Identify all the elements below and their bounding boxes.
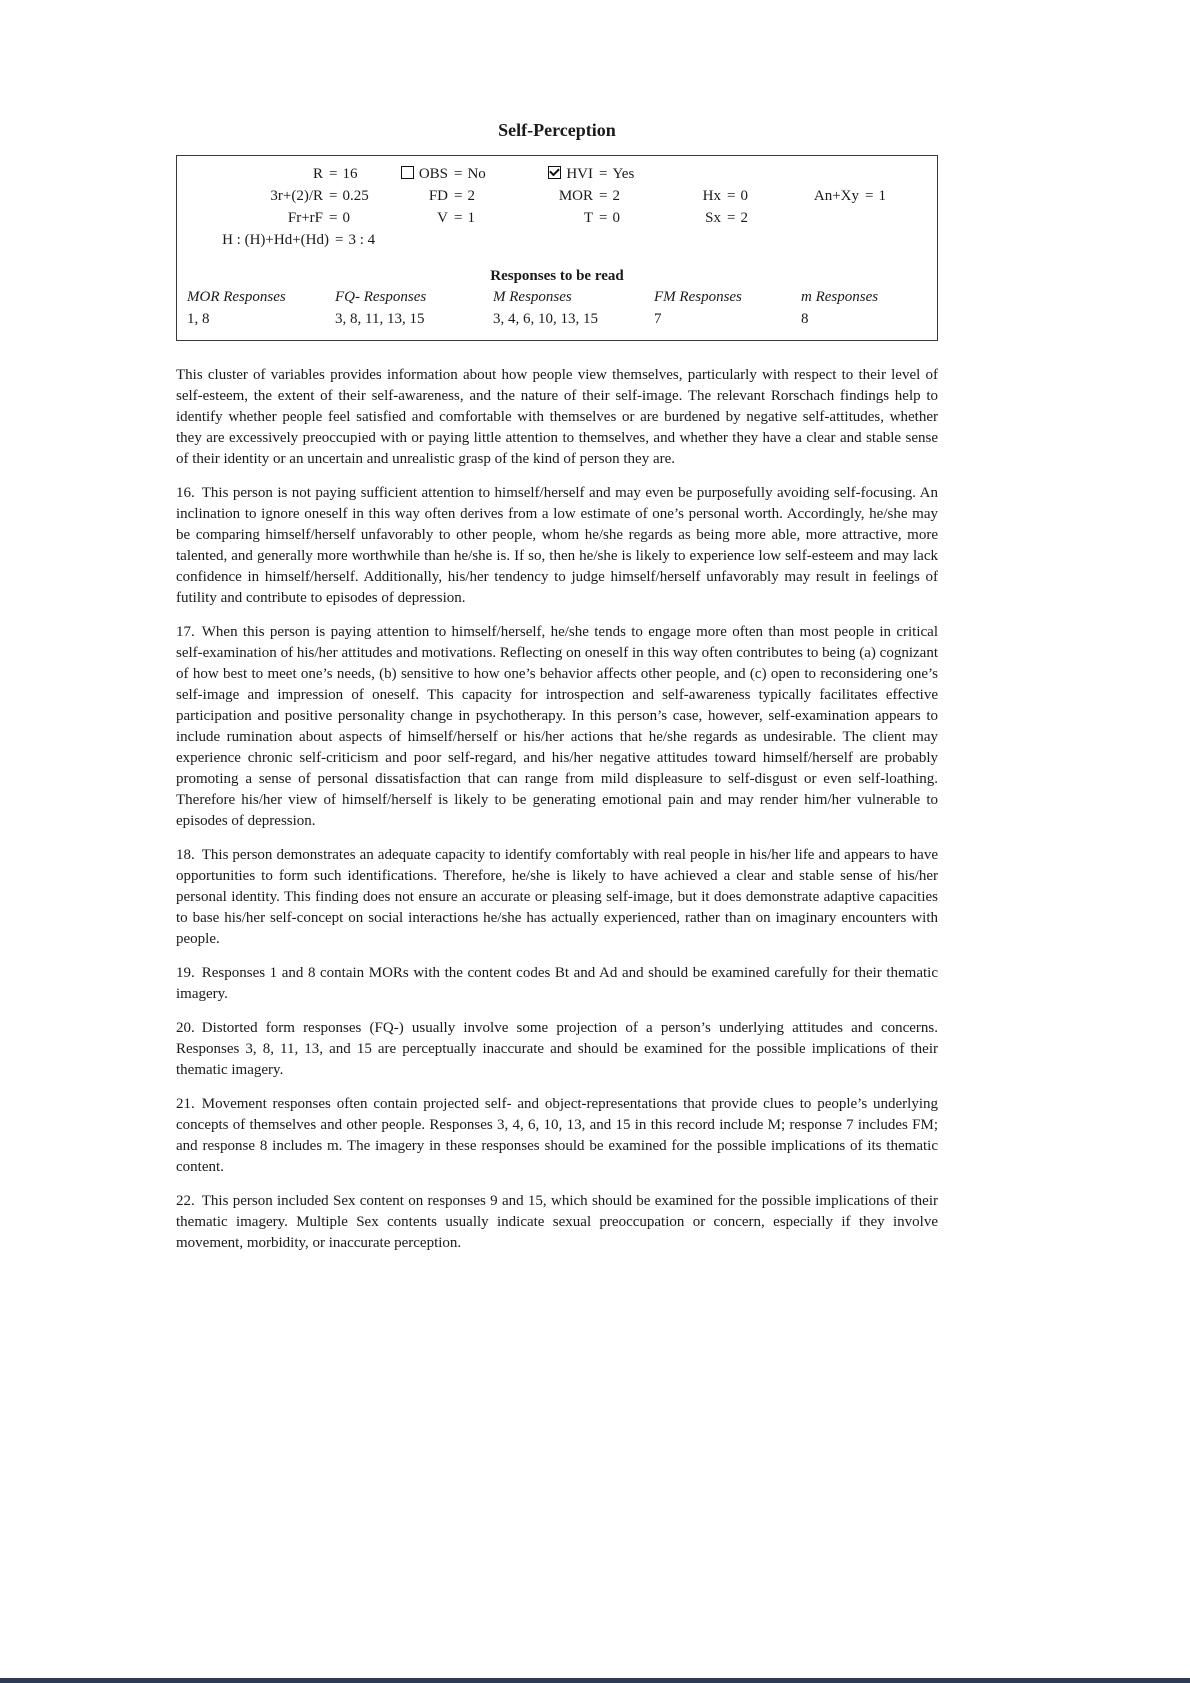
equals-sign: = bbox=[329, 166, 338, 182]
hvi-checkbox-icon bbox=[548, 166, 561, 179]
stat-t bbox=[512, 207, 657, 229]
stat-hx-value: 0 bbox=[740, 188, 748, 204]
responses-col-m bbox=[493, 287, 654, 330]
responses-col-small-m-values: 8 bbox=[801, 311, 809, 327]
paragraph-16-number: 16. bbox=[176, 485, 195, 501]
stats-row-3 bbox=[177, 207, 937, 229]
stat-sx-value: 2 bbox=[740, 210, 748, 226]
stat-mor-label: MOR bbox=[558, 188, 593, 204]
responses-col-fm-values: 7 bbox=[654, 311, 662, 327]
stat-hvi bbox=[512, 163, 657, 185]
stats-row-2 bbox=[177, 185, 937, 207]
paragraph-19-number: 19. bbox=[176, 965, 195, 981]
paragraph-20-number: 20. bbox=[176, 1020, 195, 1036]
stat-fd-label: FD bbox=[428, 188, 448, 204]
paragraph-17-text: When this person is paying attention to himself/herself, he/she tends to engage more often than most people in critical self-examination of his/her attitudes and motivations. Reflecting on oneself in this way often contributes to being (a) cognizant of how best to meet one’s needs, (b) sensitive to how one’s behavior affects other people, and (c) open to reconsidering one’s self-image and impression of oneself. This capacity for introspection and self-awareness typically facilitates effective participation and positive personality change in psychotherapy. In this person’s case, however, self-examination appears to include rumination about aspects of himself/herself or his/her actions that he/she regards as undesirable. The client may experience chronic self-criticism and poor self-regard, and his/her negative attitudes toward himself/herself are probably promoting a sense of personal dissatisfaction that can range from mild displeasure to self-disgust or even self-loathing. Therefore his/her view of himself/herself is likely to be generating emotional pain and may render him/her vulnerable to episodes of depression. bbox=[176, 624, 938, 829]
paragraph-16-text: This person is not paying sufficient attention to himself/herself and may even be purposefully avoiding self-focusing. An inclination to ignore oneself in this way often derives from a low estimate of one’s personal worth. Accordingly, he/she may be comparing himself/herself unfavorably to other people, whom he/she regards as being more able, more attractive, more talented, and generally more worthwhile than he/she is. If so, then he/she is likely to experience low self-esteem and may lack confidence in himself/herself. Additionally, his/her tendency to judge himself/herself unfavorably may result in feelings of futility and contribute to episodes of depression. bbox=[176, 485, 938, 606]
equals-sign: = bbox=[329, 210, 338, 226]
stat-sx bbox=[657, 207, 785, 229]
stat-frrf-value: 0 bbox=[342, 210, 350, 226]
paragraph-22 bbox=[176, 1191, 938, 1254]
stat-fd bbox=[387, 185, 512, 207]
stat-anxy bbox=[785, 185, 939, 207]
stat-t-label: T bbox=[583, 210, 593, 226]
stat-v-value: 1 bbox=[467, 210, 475, 226]
stat-v-label: V bbox=[437, 210, 448, 226]
equals-sign: = bbox=[727, 188, 736, 204]
stat-r bbox=[177, 163, 387, 185]
stat-t-value: 0 bbox=[612, 210, 620, 226]
paragraph-21-number: 21. bbox=[176, 1096, 195, 1112]
stat-fd-value: 2 bbox=[467, 188, 475, 204]
stat-obs-label-wrap bbox=[387, 163, 448, 185]
paragraph-19 bbox=[176, 963, 938, 1005]
stat-obs bbox=[387, 163, 512, 185]
stats-box bbox=[176, 155, 938, 341]
paragraph-20-text: Distorted form responses (FQ-) usually involve some projection of a person’s underlying attitudes and concerns. Responses 3, 8, 11, 13, and 15 are perceptually inaccurate and should be examined for the possible implications of their thematic imagery. bbox=[176, 1020, 938, 1078]
paragraph-17-number: 17. bbox=[176, 624, 195, 640]
stat-3r2r-label: 3r+(2)/R bbox=[270, 188, 323, 204]
page-content bbox=[176, 120, 938, 1267]
intro-paragraph: This cluster of variables provides information about how people view themselves, particularly with respect to their level of self-esteem, the extent of their self-awareness, and the nature of their self-image. The relevant Rorschach findings help to identify whether people feel satisfied and comfortable with themselves or are burdened by negative self-attitudes, whether they are excessively preoccupied with or paying little attention to themselves, and whether they have a clear and stable sense of their identity or an uncertain and unrealistic grasp of the kind of person they are. bbox=[176, 367, 938, 467]
equals-sign: = bbox=[454, 188, 463, 204]
stat-r-label: R bbox=[312, 166, 323, 182]
equals-sign: = bbox=[454, 210, 463, 226]
stat-frrf-label: Fr+rF bbox=[287, 210, 323, 226]
stat-frrf bbox=[177, 207, 387, 229]
responses-col-small-m-header: m Responses bbox=[801, 289, 879, 305]
responses-col-m-header: M Responses bbox=[493, 289, 572, 305]
responses-col-mor bbox=[187, 287, 335, 330]
stat-h-ratio-value: 3 : 4 bbox=[348, 232, 376, 248]
equals-sign: = bbox=[454, 166, 463, 182]
obs-checkbox-icon bbox=[401, 166, 414, 179]
equals-sign: = bbox=[599, 210, 608, 226]
responses-col-fm bbox=[654, 287, 801, 330]
equals-sign: = bbox=[335, 232, 344, 248]
bottom-edge-bar bbox=[0, 1678, 1190, 1683]
equals-sign: = bbox=[599, 166, 608, 182]
paragraph-18-text: This person demonstrates an adequate capacity to identify comfortably with real people in his/her life and appears to have opportunities to form such identifications. Therefore, he/she is likely to have achieved a clear and stable sense of his/her personal identity. This finding does not ensure an accurate or pleasing self-image, but it does demonstrate adaptive capacities to base his/her self-concept on social interactions he/she has actually experienced, rather than on imaginary encounters with people. bbox=[176, 847, 938, 947]
paragraph-18 bbox=[176, 845, 938, 950]
stat-anxy-value: 1 bbox=[878, 188, 886, 204]
stat-mor-value: 2 bbox=[612, 188, 620, 204]
stat-r-value: 16 bbox=[342, 166, 358, 182]
responses-table bbox=[177, 287, 937, 330]
stat-hvi-label: HVI bbox=[566, 166, 593, 182]
responses-col-m-values: 3, 4, 6, 10, 13, 15 bbox=[493, 311, 598, 327]
paragraph-22-text: This person included Sex content on responses 9 and 15, which should be examined for the possible implications of their thematic imagery. Multiple Sex contents usually indicate sexual preoccupation or concern, especially if they involve movement, morbidity, or inaccurate perception. bbox=[176, 1193, 938, 1251]
paragraph-19-text: Responses 1 and 8 contain MORs with the content codes Bt and Ad and should be examined carefully for their thematic imagery. bbox=[176, 965, 938, 1002]
paragraph-18-number: 18. bbox=[176, 847, 195, 863]
equals-sign: = bbox=[865, 188, 874, 204]
responses-col-fm-header: FM Responses bbox=[654, 289, 742, 305]
stat-hx-label: Hx bbox=[702, 188, 721, 204]
responses-col-small-m bbox=[801, 287, 937, 330]
paragraph-21 bbox=[176, 1094, 938, 1178]
equals-sign: = bbox=[329, 188, 338, 204]
stat-v bbox=[387, 207, 512, 229]
paragraph-16 bbox=[176, 483, 938, 609]
equals-sign: = bbox=[599, 188, 608, 204]
equals-sign: = bbox=[727, 210, 736, 226]
report-body bbox=[176, 365, 938, 1254]
responses-col-fq bbox=[335, 287, 493, 330]
stats-row-1 bbox=[177, 163, 937, 185]
stat-sx-label: Sx bbox=[705, 210, 721, 226]
stat-hvi-label-wrap bbox=[512, 163, 593, 185]
responses-col-mor-header: MOR Responses bbox=[187, 289, 286, 305]
stat-anxy-label: An+Xy bbox=[813, 188, 859, 204]
stat-hvi-value: Yes bbox=[612, 166, 635, 182]
stat-3r2r bbox=[177, 185, 387, 207]
paragraph-20 bbox=[176, 1018, 938, 1081]
stat-3r2r-value: 0.25 bbox=[342, 188, 369, 204]
stat-obs-value: No bbox=[467, 166, 486, 182]
paragraph-17 bbox=[176, 622, 938, 832]
responses-col-mor-values: 1, 8 bbox=[187, 311, 210, 327]
paragraph-22-number: 22. bbox=[176, 1193, 195, 1209]
stat-h-ratio bbox=[177, 229, 937, 251]
stat-mor bbox=[512, 185, 657, 207]
page-title: Self-Perception bbox=[498, 120, 616, 140]
responses-col-fq-header: FQ- Responses bbox=[335, 289, 427, 305]
stat-hx bbox=[657, 185, 785, 207]
stat-h-ratio-label: H : (H)+Hd+(Hd) bbox=[222, 232, 329, 248]
responses-title: Responses to be read bbox=[490, 268, 624, 284]
stat-obs-label: OBS bbox=[418, 166, 448, 182]
paragraph-21-text: Movement responses often contain projected self- and object-representations that provide clues to people’s underlying concepts of themselves and other people. Responses 3, 4, 6, 10, 13, and 15 in this record include M; response 7 includes FM; and response 8 includes m. The imagery in these responses should be examined for the possible implications of its thematic content. bbox=[176, 1096, 938, 1175]
responses-col-fq-values: 3, 8, 11, 13, 15 bbox=[335, 311, 425, 327]
